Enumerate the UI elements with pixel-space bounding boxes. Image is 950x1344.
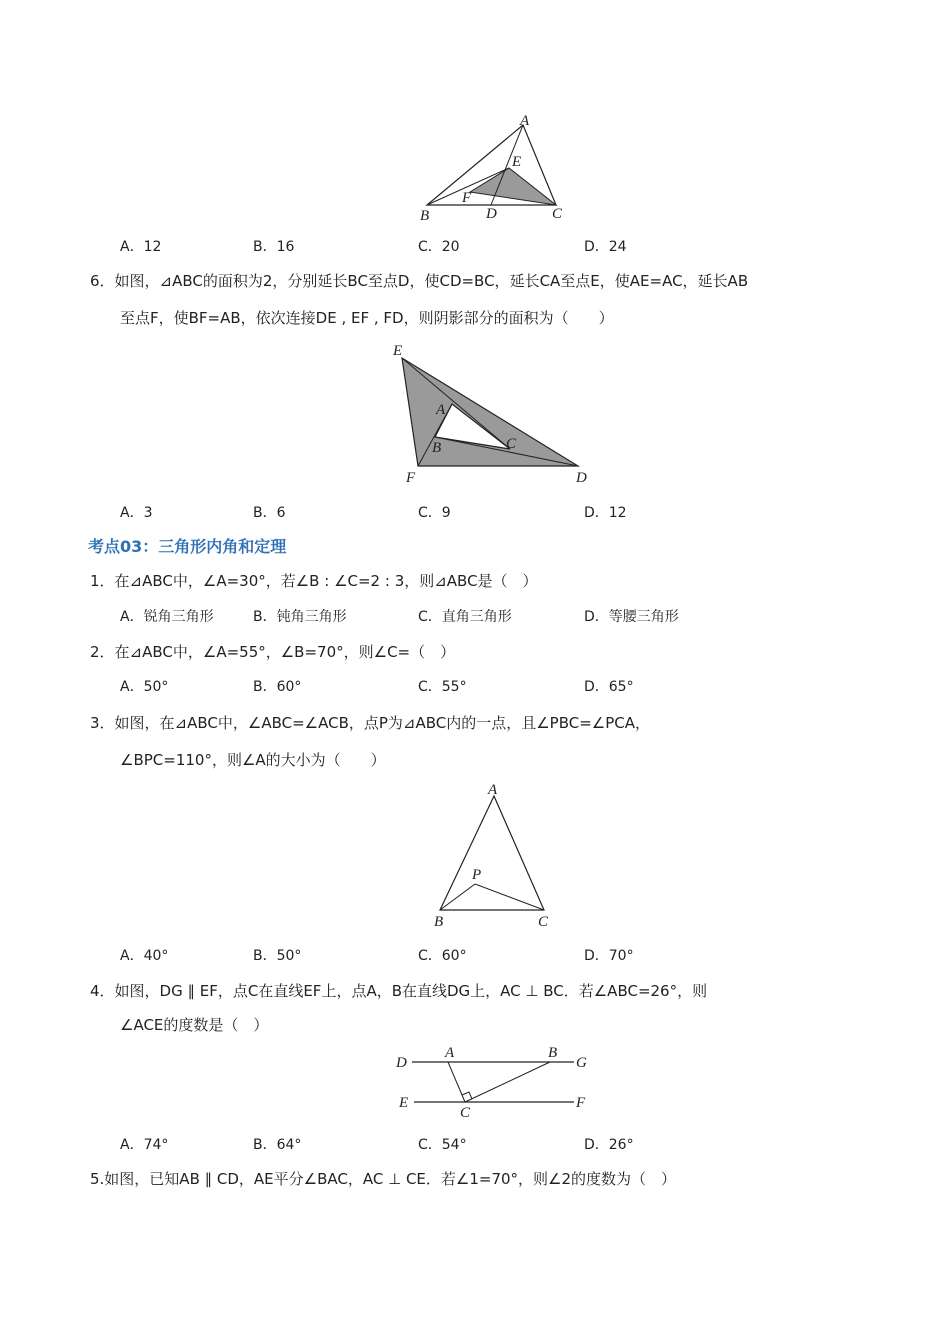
s4-label-a: A	[445, 1045, 455, 1061]
s1-option-a[interactable]: A．锐角三角形	[120, 609, 214, 625]
s4-text-line1: 4．如图，DG ∥ EF，点C在直线EF上，点A，B在直线DG上，AC ⊥ BC．若∠ABC=26°，则	[90, 982, 708, 1000]
s4-option-d[interactable]: D．26°	[584, 1137, 634, 1153]
q6-figure	[388, 338, 598, 488]
s3-triangle	[440, 796, 544, 910]
q6-label-d: D	[576, 470, 587, 486]
q6-text-line1: 6．如图，⊿ABC的面积为2，分别延长BC至点D，使CD=BC，延长CA至点E，使AE=AC，延长AB	[90, 272, 749, 290]
s1-option-b[interactable]: B．钝角三角形	[253, 609, 347, 625]
s1-option-d[interactable]: D．等腰三角形	[584, 609, 679, 625]
s3-segment-pc	[475, 884, 544, 910]
s4-segment-bc	[465, 1062, 550, 1102]
s2-option-d[interactable]: D．65°	[584, 679, 634, 695]
s4-label-c: C	[460, 1105, 471, 1121]
s4-label-d: D	[396, 1055, 407, 1071]
q5-label-a: A	[520, 113, 530, 129]
s1-text: 1．在⊿ABC中，∠A=30°，若∠B : ∠C=2 : 3，则⊿ABC是（ ）	[90, 572, 538, 590]
s4-text-line2: ∠ACE的度数是（ ）	[120, 1016, 269, 1034]
s2-option-b[interactable]: B．60°	[253, 679, 302, 695]
s4-label-g: G	[576, 1055, 587, 1071]
s2-option-a[interactable]: A．50°	[120, 679, 169, 695]
q6-outer-triangle	[402, 358, 578, 466]
q5-figure	[415, 112, 575, 224]
s4-option-c[interactable]: C．54°	[418, 1137, 467, 1153]
s3-figure	[428, 780, 558, 935]
s4-option-a[interactable]: A．74°	[120, 1137, 169, 1153]
s3-label-p: P	[472, 867, 482, 883]
s5-text: 5.如图，已知AB ∥ CD，AE平分∠BAC，AC ⊥ CE．若∠1=70°，则∠2的度数为（ ）	[90, 1170, 677, 1188]
s3-option-d[interactable]: D．70°	[584, 948, 634, 964]
q6-option-a[interactable]: A．3	[120, 505, 153, 521]
s4-figure	[390, 1043, 600, 1123]
q5-option-a[interactable]: A．12	[120, 239, 162, 255]
q6-label-e: E	[393, 343, 403, 359]
q5-label-c: C	[552, 206, 563, 222]
s2-text: 2．在⊿ABC中，∠A=55°，∠B=70°，则∠C=（ ）	[90, 643, 456, 661]
s3-label-a: A	[488, 782, 498, 798]
q6-label-c: C	[506, 436, 517, 452]
s4-segment-ac	[448, 1062, 465, 1102]
q6-option-c[interactable]: C．9	[418, 505, 451, 521]
q6-option-b[interactable]: B．6	[253, 505, 286, 521]
s1-option-c[interactable]: C．直角三角形	[418, 609, 512, 625]
s3-option-c[interactable]: C．60°	[418, 948, 467, 964]
section-heading: 考点03：三角形内角和定理	[88, 537, 287, 556]
q5-option-b[interactable]: B．16	[253, 239, 295, 255]
q5-label-b: B	[420, 208, 430, 224]
s3-segment-bp	[440, 884, 475, 910]
q6-text-line2: 至点F，使BF=AB，依次连接DE , EF , FD，则阴影部分的面积为（ ）	[120, 309, 614, 327]
s3-option-b[interactable]: B．50°	[253, 948, 302, 964]
q5-label-f: F	[462, 190, 472, 206]
s4-option-b[interactable]: B．64°	[253, 1137, 302, 1153]
s4-label-e: E	[399, 1095, 409, 1111]
q5-option-c[interactable]: C．20	[418, 239, 460, 255]
q6-label-f: F	[406, 470, 416, 486]
q5-label-d: D	[486, 206, 497, 222]
s4-label-f: F	[576, 1095, 586, 1111]
s3-text-line2: ∠BPC=110°，则∠A的大小为（ ）	[120, 751, 386, 769]
s4-label-b: B	[548, 1045, 558, 1061]
s2-option-c[interactable]: C．55°	[418, 679, 467, 695]
q5-option-d[interactable]: D．24	[584, 239, 627, 255]
q5-label-e: E	[512, 154, 522, 170]
s3-text-line1: 3．如图，在⊿ABC中，∠ABC=∠ACB，点P为⊿ABC内的一点，且∠PBC=∠PCA，	[90, 714, 651, 732]
s3-label-b: B	[434, 914, 444, 930]
q6-option-d[interactable]: D．12	[584, 505, 627, 521]
q6-label-a: A	[436, 402, 446, 418]
s3-option-a[interactable]: A．40°	[120, 948, 169, 964]
q6-label-b: B	[432, 440, 442, 456]
s3-label-c: C	[538, 914, 549, 930]
